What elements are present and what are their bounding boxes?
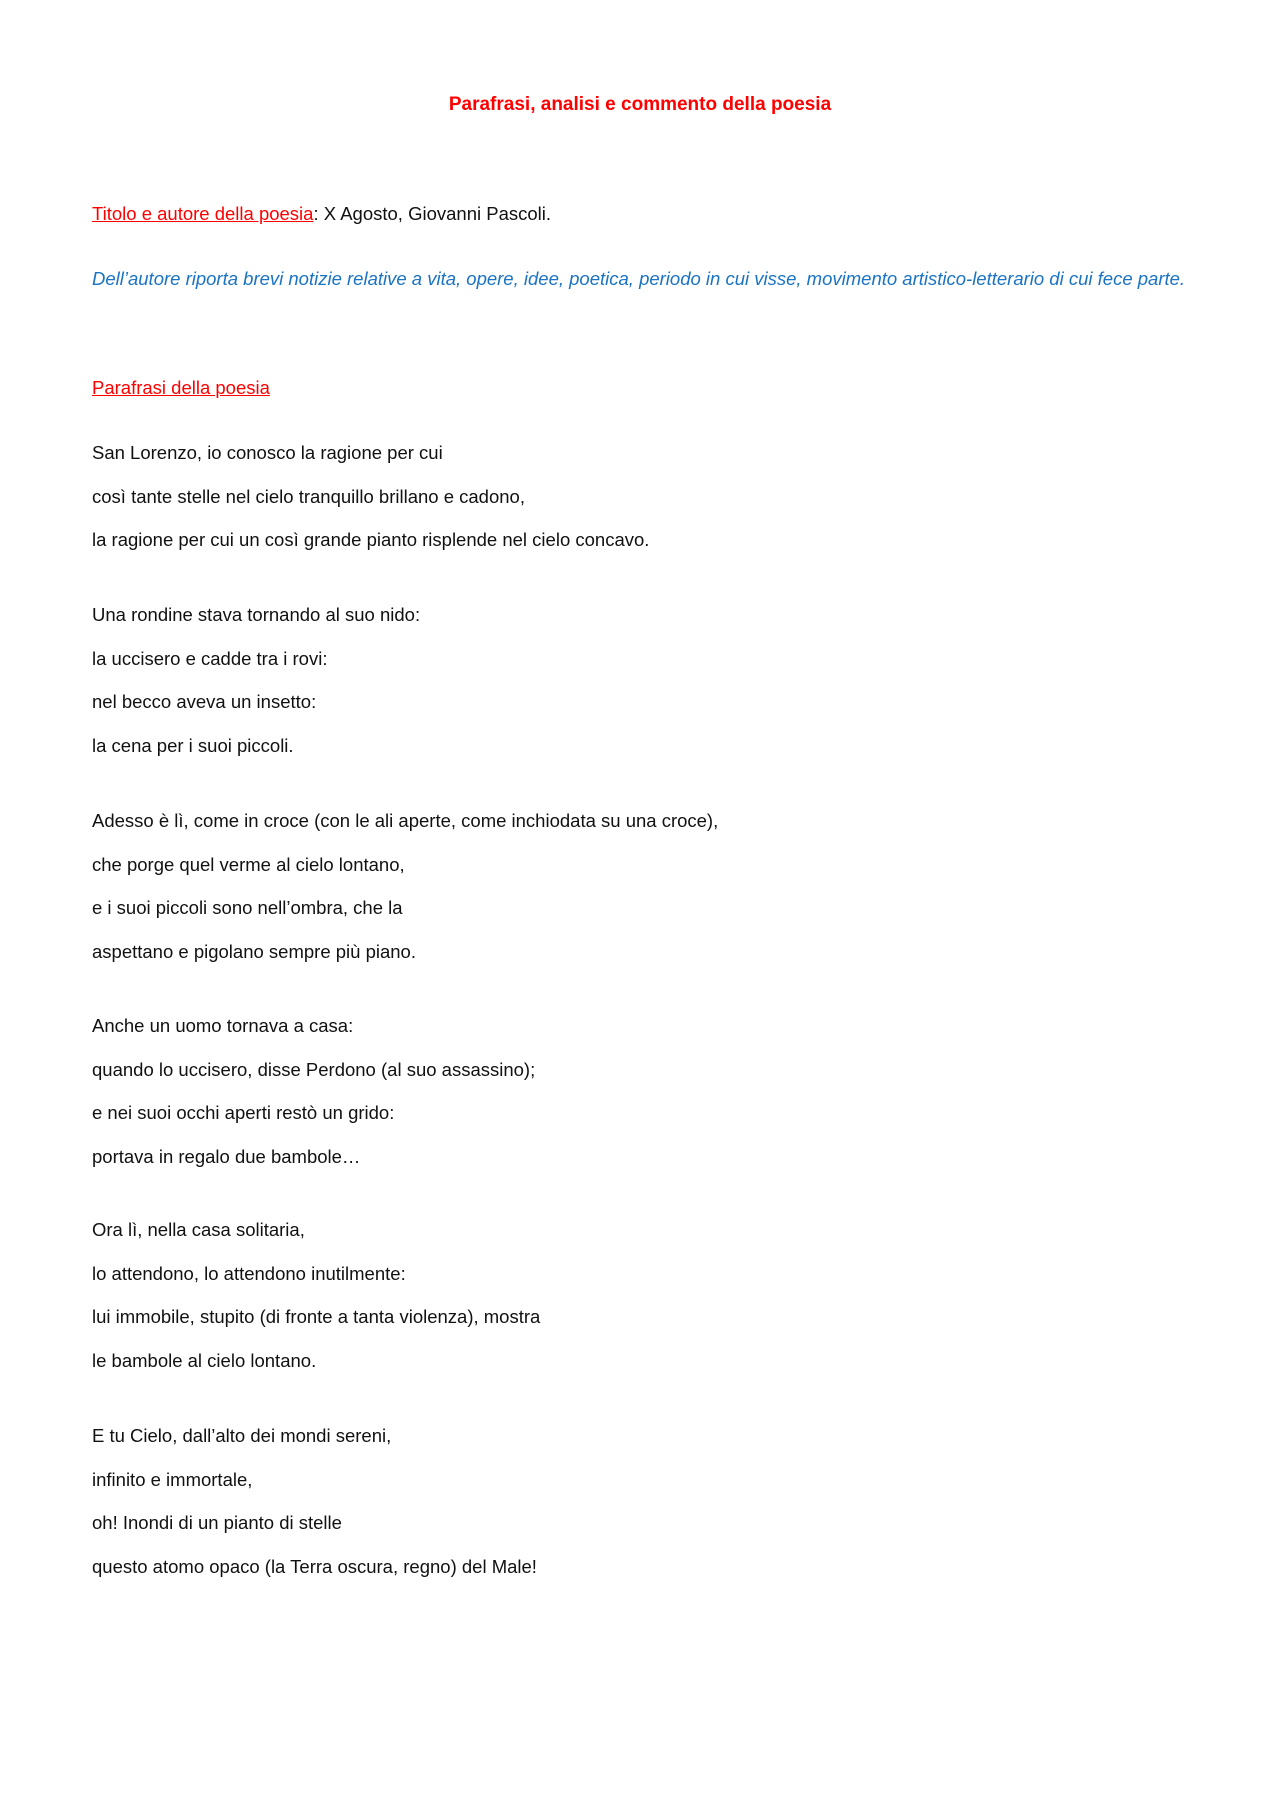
poem-line: oh! Inondi di un pianto di stelle — [92, 1512, 342, 1534]
poem-line: nel becco aveva un insetto: — [92, 691, 317, 713]
poem-line: E tu Cielo, dall’alto dei mondi sereni, — [92, 1425, 392, 1446]
title-author-label: Titolo e autore della poesia — [92, 203, 314, 224]
author-instruction: Dell’autore riporta brevi notizie relative a vita, opere, idee, poetica, periodo in cui visse, movimento artistico-letterario di cui fece parte. — [92, 268, 1186, 289]
poem-line: le bambole al cielo lontano. — [92, 1350, 317, 1372]
poem-line: e i suoi piccoli sono nell’ombra, che la — [92, 897, 403, 919]
poem-line: che porge quel verme al cielo lontano, — [92, 853, 405, 875]
poem-line: San Lorenzo, io conosco la ragione per cui — [92, 442, 443, 463]
poem-line: così tante stelle nel cielo tranquillo brillano e cadono, — [92, 485, 525, 507]
poem-line: la cena per i suoi piccoli. — [92, 735, 294, 757]
poem-line: portava in regalo due bambole… — [92, 1146, 361, 1168]
poem-line: Anche un uomo tornava a casa: — [92, 1015, 354, 1036]
poem-line: questo atomo opaco (la Terra oscura, regno) del Male! — [92, 1556, 537, 1578]
poem-line: la ragione per cui un così grande pianto risplende nel cielo concavo. — [92, 529, 650, 551]
poem-line: e nei suoi occhi aperti restò un grido: — [92, 1102, 395, 1124]
title-author-line — [92, 202, 551, 226]
poem-line: Ora lì, nella casa solitaria, — [92, 1219, 305, 1240]
poem-line: lui immobile, stupito (di fronte a tanta violenza), mostra — [92, 1306, 541, 1328]
poem-line: infinito e immortale, — [92, 1468, 253, 1490]
poem-line: lo attendono, lo attendono inutilmente: — [92, 1262, 406, 1284]
section-heading: Parafrasi della poesia — [92, 377, 270, 398]
poem-line: aspettano e pigolano sempre più piano. — [92, 941, 416, 963]
poem-line: la uccisero e cadde tra i rovi: — [92, 647, 328, 669]
document-title: Parafrasi, analisi e commento della poesia — [448, 94, 832, 115]
title-author-value: : X Agosto, Giovanni Pascoli. — [313, 203, 552, 224]
poem-line: Una rondine stava tornando al suo nido: — [92, 604, 421, 625]
poem-line: Adesso è lì, come in croce (con le ali aperte, come inchiodata su una croce), — [92, 810, 719, 831]
poem-line: quando lo uccisero, disse Perdono (al suo assassino); — [92, 1058, 536, 1080]
